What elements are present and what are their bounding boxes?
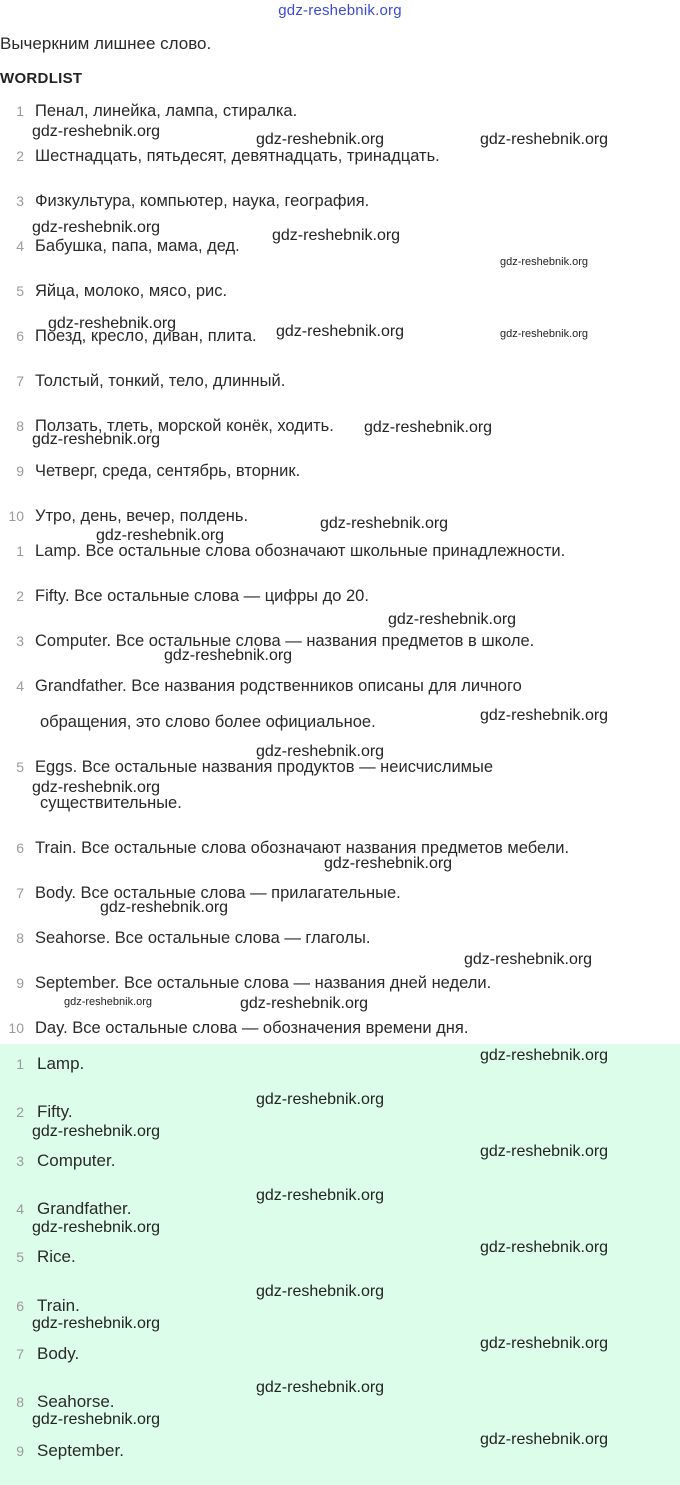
- answer-item: [0, 1102, 73, 1122]
- answer-item: [0, 1247, 76, 1267]
- wordlist-item: [0, 191, 369, 211]
- explanation-continuation: обращения, это слово более официальное.: [40, 713, 376, 731]
- watermark: gdz-reshebnik.org: [32, 219, 161, 236]
- explanation-item: [0, 838, 569, 858]
- answer-item: [0, 1296, 80, 1316]
- explanation-text: Day. Все остальные слова — обозначения времени дня.: [35, 1019, 469, 1037]
- watermark: gdz-reshebnik.org: [100, 899, 229, 916]
- item-number: 2: [16, 1104, 24, 1120]
- answer-item: [0, 1441, 124, 1461]
- watermark: gdz-reshebnik.org: [256, 1379, 385, 1396]
- watermark: gdz-reshebnik.org: [388, 611, 517, 628]
- watermark: gdz-reshebnik.org: [32, 779, 161, 796]
- item-number: 1: [16, 543, 24, 559]
- explanation-item: [0, 586, 369, 606]
- explanation-text: Fifty. Все остальные слова — цифры до 20.: [35, 587, 369, 605]
- explanation-item: [0, 541, 565, 561]
- wordlist-item: [0, 146, 440, 166]
- instruction-text: Вычеркним лишнее слово.: [0, 34, 212, 53]
- item-number: 10: [8, 1020, 24, 1036]
- watermark: gdz-reshebnik.org: [480, 707, 609, 724]
- item-number: 4: [16, 678, 24, 694]
- explanation-item: [0, 757, 493, 777]
- explanation-text: Lamp. Все остальные слова обозначают школьные принадлежности.: [35, 542, 566, 560]
- watermark: gdz-reshebnik.org: [164, 647, 293, 664]
- item-text: Бабушка, папа, мама, дед.: [35, 237, 240, 255]
- watermark: gdz-reshebnik.org: [276, 323, 405, 340]
- watermark: gdz-reshebnik.org: [32, 431, 161, 448]
- item-number: 6: [16, 328, 24, 344]
- item-number: 7: [16, 885, 24, 901]
- item-number: 2: [16, 148, 24, 164]
- wordlist-item: [0, 236, 240, 256]
- watermark: gdz-reshebnik.org: [48, 315, 177, 332]
- explanation-text: September. Все остальные слова — названия дней недели.: [35, 974, 492, 992]
- answer-text: Fifty.: [37, 1102, 73, 1121]
- item-number: 1: [16, 1056, 24, 1072]
- wordlist-item: [0, 506, 248, 526]
- item-number: 5: [16, 283, 24, 299]
- item-text: Поезд, кресло, диван, плита.: [35, 327, 257, 345]
- item-text: Толстый, тонкий, тело, длинный.: [35, 372, 286, 390]
- answer-text: September.: [37, 1441, 124, 1460]
- watermark: gdz-reshebnik.org: [32, 1219, 161, 1236]
- answer-item: [0, 1392, 115, 1412]
- watermark: gdz-reshebnik.org: [480, 1431, 609, 1448]
- item-number: 8: [16, 930, 24, 946]
- item-text: Ползать, тлеть, морской конёк, ходить.: [35, 417, 334, 435]
- item-number: 7: [16, 1346, 24, 1362]
- watermark: gdz-reshebnik.org: [480, 131, 609, 148]
- item-number: 4: [16, 1201, 24, 1217]
- explanation-item: [0, 928, 370, 948]
- answer-text: Computer.: [37, 1151, 116, 1170]
- item-number: 3: [16, 193, 24, 209]
- watermark: gdz-reshebnik.org: [32, 1411, 161, 1428]
- item-number: 5: [16, 1249, 24, 1265]
- watermark: gdz-reshebnik.org: [256, 1091, 385, 1108]
- explanation-text: Computer. Все остальные слова — названия предметов в школе.: [35, 632, 535, 650]
- watermark: gdz-reshebnik.org: [480, 1143, 609, 1160]
- watermark: gdz-reshebnik.org: [240, 995, 369, 1012]
- item-text: Четверг, среда, сентябрь, вторник.: [35, 462, 301, 480]
- explanation-text: Eggs. Все остальные названия продуктов — неисчислимые: [35, 758, 494, 776]
- item-number: 9: [16, 975, 24, 991]
- wordlist-item: [0, 461, 300, 481]
- item-text: Шестнадцать, пятьдесят, девятнадцать, тринадцать.: [35, 147, 440, 165]
- item-number: 3: [16, 1153, 24, 1169]
- item-text: Утро, день, вечер, полдень.: [35, 507, 249, 525]
- watermark: gdz-reshebnik.org: [480, 1047, 609, 1064]
- item-number: 5: [16, 759, 24, 775]
- watermark: gdz-reshebnik.org: [500, 256, 589, 268]
- explanation-item: [0, 973, 491, 993]
- wordlist-item: [0, 371, 285, 391]
- watermark: gdz-reshebnik.org: [256, 131, 385, 148]
- answer-text: Train.: [37, 1296, 80, 1315]
- item-number: 10: [8, 508, 24, 524]
- answer-item: [0, 1344, 79, 1364]
- watermark: gdz-reshebnik.org: [32, 1315, 161, 1332]
- watermark: gdz-reshebnik.org: [256, 743, 385, 760]
- answer-text: Seahorse.: [37, 1392, 115, 1411]
- answer-item: [0, 1054, 84, 1074]
- watermark: gdz-reshebnik.org: [64, 996, 153, 1008]
- watermark: gdz-reshebnik.org: [480, 1239, 609, 1256]
- item-number: 4: [16, 238, 24, 254]
- watermark: gdz-reshebnik.org: [464, 951, 593, 968]
- watermark: gdz-reshebnik.org: [32, 1123, 161, 1140]
- watermark: gdz-reshebnik.org: [500, 328, 589, 340]
- watermark: gdz-reshebnik.org: [272, 227, 401, 244]
- item-text: Пенал, линейка, лампа, стиралка.: [35, 102, 298, 120]
- wordlist-item: [0, 101, 297, 121]
- explanation-text: Seahorse. Все остальные слова — глаголы.: [35, 929, 371, 947]
- item-text: Яйца, молоко, мясо, рис.: [35, 282, 228, 300]
- watermark: gdz-reshebnik.org: [320, 515, 449, 532]
- item-number: 8: [16, 418, 24, 434]
- watermark: gdz-reshebnik.org: [32, 123, 161, 140]
- item-number: 9: [16, 1443, 24, 1459]
- item-number: 1: [16, 103, 24, 119]
- watermark: gdz-reshebnik.org: [96, 527, 225, 544]
- site-header-link[interactable]: gdz-reshebnik.org: [278, 2, 402, 19]
- answer-text: Grandfather.: [37, 1199, 132, 1218]
- item-number: 9: [16, 463, 24, 479]
- explanation-continuation: существительные.: [40, 794, 182, 812]
- item-text: Физкультура, компьютер, наука, география.: [35, 192, 370, 210]
- watermark: gdz-reshebnik.org: [480, 1335, 609, 1352]
- answer-item: [0, 1151, 115, 1171]
- item-number: 8: [16, 1394, 24, 1410]
- watermark: gdz-reshebnik.org: [364, 419, 493, 436]
- explanation-text: Grandfather. Все названия родственников описаны для личного: [35, 677, 522, 695]
- watermark: gdz-reshebnik.org: [256, 1283, 385, 1300]
- item-number: 7: [16, 373, 24, 389]
- wordlist-heading: WORDLIST: [0, 70, 83, 87]
- item-number: 6: [16, 840, 24, 856]
- wordlist-item: [0, 281, 227, 301]
- explanation-text: Train. Все остальные слова обозначают названия предметов мебели.: [35, 839, 570, 857]
- watermark: gdz-reshebnik.org: [324, 855, 453, 872]
- answer-text: Lamp.: [37, 1054, 85, 1073]
- answer-text: Body.: [37, 1344, 80, 1363]
- item-number: 3: [16, 633, 24, 649]
- answer-text: Rice.: [37, 1247, 76, 1266]
- explanation-text: Body. Все остальные слова — прилагательные.: [35, 884, 401, 902]
- item-number: 6: [16, 1298, 24, 1314]
- item-number: 2: [16, 588, 24, 604]
- explanation-item: [0, 1018, 468, 1038]
- answer-item: [0, 1199, 132, 1219]
- watermark: gdz-reshebnik.org: [256, 1187, 385, 1204]
- explanation-item: [0, 676, 522, 696]
